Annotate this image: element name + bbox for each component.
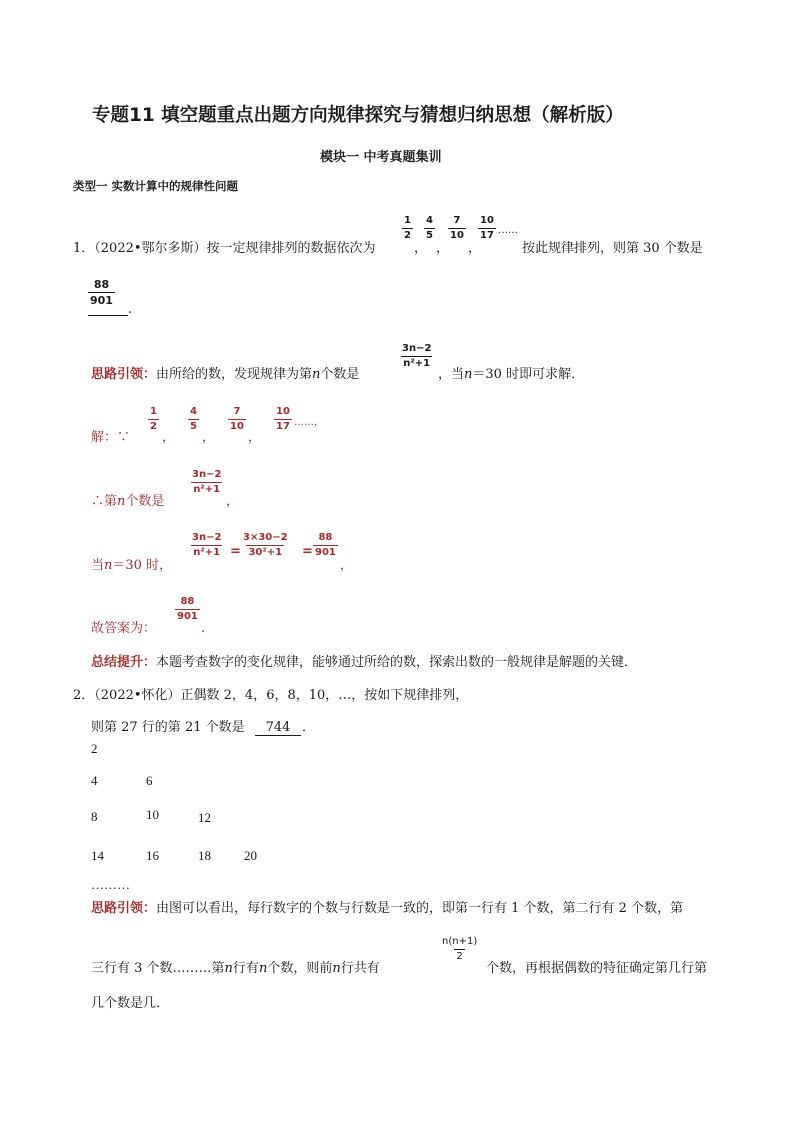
q1-hint-line — [91, 368, 359, 381]
when-text: 当 — [91, 558, 105, 573]
q2-hint-line2-tail: 个数，再根据偶数的特征确定第几行第 — [486, 961, 708, 976]
q1-prefix: 1．（2022•鄂尔多斯）按一定规律排列的数据依次为 — [73, 241, 376, 256]
sol-seq-fraction: $\frac{1}{2}$ — [150, 406, 157, 432]
hint-text: 行共有 — [340, 961, 380, 976]
equals-sign: = — [302, 544, 313, 559]
var-n: n — [104, 558, 113, 573]
hint-text: 个数是 — [320, 367, 360, 382]
var-n: n — [464, 367, 473, 382]
q2-formula: $\frac{n(n+1)}{2}$ — [442, 936, 478, 962]
q2-line2-end: ． — [302, 720, 316, 735]
q1-solution-label — [91, 431, 130, 444]
q2-hint-line1 — [91, 902, 683, 915]
q1-seq-fraction: $\frac{10}{17}$ — [480, 215, 494, 241]
hint-text: 个数，则前 — [267, 961, 333, 976]
grid-cell: 4 — [91, 773, 98, 788]
therefore-text: ∴第 — [91, 494, 118, 509]
var-n: n — [312, 367, 321, 382]
q1-when — [91, 559, 172, 572]
module-heading: 模块一 中考真题集训 — [320, 150, 442, 165]
hint-text: 三行有 3 个数………第 — [91, 961, 225, 976]
q1-seq-fraction: $\frac{4}{5}$ — [426, 215, 433, 241]
q1-therefore — [91, 495, 164, 508]
sol-seq-fraction: $\frac{4}{5}$ — [190, 406, 197, 432]
var-n: n — [117, 494, 126, 509]
grid-cell: 16 — [146, 848, 159, 863]
q2-line2: 则第 27 行的第 21 个数是 — [91, 720, 245, 735]
grid-cell: 6 — [146, 773, 153, 788]
summary-label: 总结提升： — [91, 655, 157, 670]
sol-seq-fraction: $\frac{7}{10}$ — [230, 406, 244, 432]
q1-answer-end: . — [128, 302, 133, 317]
summary-text: 本题考查数字的变化规律，能够通过所给的数，探索出数的一般规律是解题的关键． — [156, 655, 638, 670]
grid-cell: 18 — [198, 848, 211, 863]
grid-cell: 14 — [91, 848, 104, 863]
q1-seq-fraction: $\frac{7}{10}$ — [450, 215, 464, 241]
q1-seq-sep: ， — [468, 241, 482, 256]
final-answer-end: . — [201, 621, 206, 636]
calc-end: ， — [340, 558, 354, 573]
page-title: 专题11 填空题重点出题方向规律探究与猜想归纳思想（解析版） — [92, 105, 624, 126]
var-n: n — [258, 961, 268, 976]
grid-cell: 2 — [91, 741, 98, 756]
q1-seq-sep: ， — [414, 241, 428, 256]
q2-hint-line3: 几个数是几． — [91, 996, 170, 1011]
solution-label: 解：∵ — [91, 430, 131, 445]
q1-seq-sep: …… — [498, 225, 518, 236]
sol-seq-sep: ， — [162, 430, 176, 445]
calc-fraction: $\frac{88}{901}$ — [315, 532, 336, 558]
grid-cell: 10 — [146, 807, 159, 822]
q1-summary — [91, 656, 637, 669]
q2-line1: 2．（2022•怀化）正偶数 2，4，6，8，10，…，按如下规律排列， — [73, 688, 469, 703]
equals-sign: = — [230, 544, 241, 559]
sol-seq-fraction: $\frac{10}{17}$ — [276, 406, 290, 432]
therefore-end: ， — [226, 494, 240, 509]
q1-suffix: 按此规律排列，则第 30 个数是 — [522, 241, 703, 256]
hint-label: 思路引领： — [91, 367, 157, 382]
answer-blank-line — [255, 735, 301, 736]
q2-answer: 744 — [265, 720, 291, 735]
calc-fraction: $\frac{3\times 30-2}{\text{30²+1}}$ — [243, 532, 288, 558]
final-answer-label: 故答案为： — [91, 621, 157, 636]
final-answer-fraction: $\frac{88}{901}$ — [177, 596, 198, 622]
grid-cell: 12 — [198, 810, 211, 825]
hint-text: 由图可以看出，每行数字的个数与行数是一致的，即第一行有 1 个数，第二行有 2 个数，第 — [156, 901, 684, 916]
q2-hint-line2 — [91, 962, 380, 975]
sol-seq-sep: ， — [202, 430, 216, 445]
grid-cell: 8 — [91, 809, 98, 824]
q1-answer-fraction: $\frac{88}{901}$ — [90, 278, 113, 307]
therefore-text: 个数是 — [125, 494, 165, 509]
hint-text: 由所给的数，发现规律为第 — [156, 367, 313, 382]
grid-ellipsis: ……… — [91, 877, 130, 892]
hint-text: 行有 — [232, 961, 259, 976]
therefore-formula: $\frac{3n-2}{\text{n²+1}}$ — [192, 469, 222, 495]
q1-seq-sep: ， — [436, 241, 450, 256]
hint-text: ＝30 时即可求解． — [472, 367, 585, 382]
hint-formula: $\frac{3n-2}{\text{n²+1}}$ — [402, 343, 432, 369]
hint-label: 思路引领： — [91, 901, 157, 916]
when-text: ＝30 时， — [112, 558, 173, 573]
var-n: n — [332, 961, 341, 976]
calc-fraction: $\frac{3n-2}{\text{n²+1}}$ — [192, 532, 222, 558]
grid-cell: 20 — [244, 848, 257, 863]
answer-blank-line — [88, 315, 128, 316]
type-heading: 类型一 实数计算中的规律性问题 — [73, 179, 239, 193]
sol-seq-sep: ， — [248, 430, 262, 445]
q1-hint-tail — [438, 368, 584, 381]
var-n: n — [224, 961, 233, 976]
q1-seq-fraction: $\frac{1}{2}$ — [404, 215, 411, 241]
sol-seq-sep: ……， — [294, 417, 324, 428]
hint-text: ，当 — [438, 367, 465, 382]
